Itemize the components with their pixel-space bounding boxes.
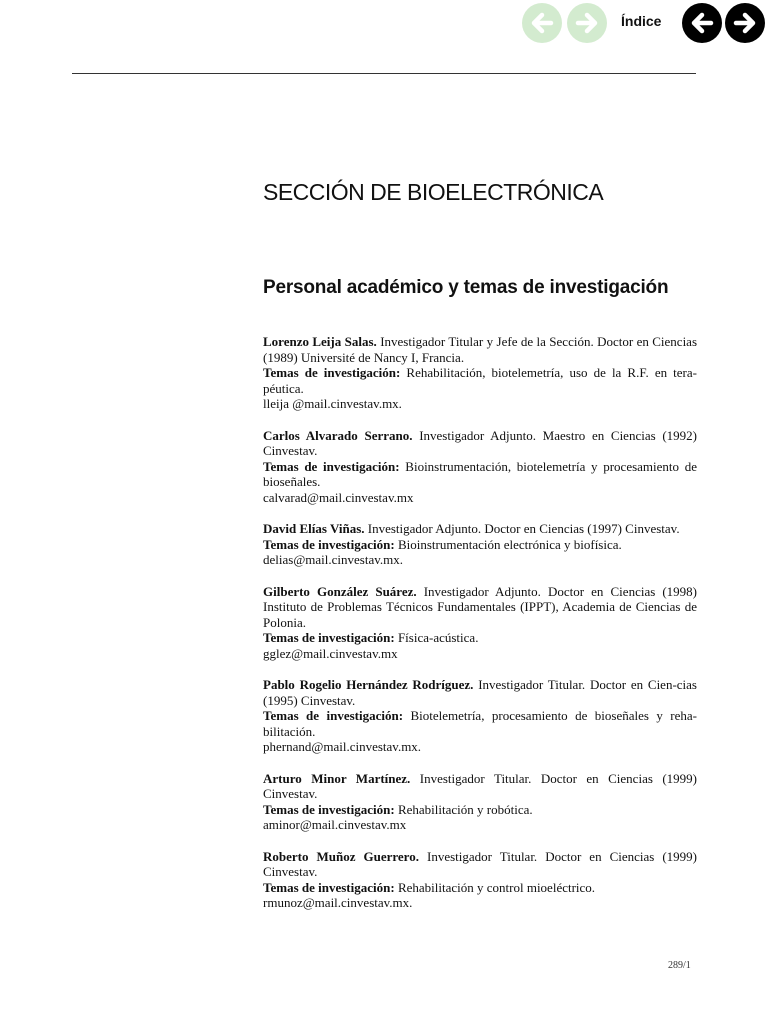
staff-email[interactable]: calvarad@mail.cinvestav.mx <box>263 489 414 505</box>
staff-email[interactable]: aminor@mail.cinvestav.mx <box>263 817 407 833</box>
staff-entry <box>263 677 697 755</box>
topics-label: Temas de investigación: <box>263 630 395 646</box>
staff-position: Investigador Titular. Doctor en Ciencias (1999) Cinvestav. <box>263 770 697 802</box>
topics-label: Temas de investigación: <box>263 879 395 895</box>
staff-list <box>263 334 697 927</box>
staff-email[interactable]: rmunoz@mail.cinvestav.mx. <box>263 895 413 911</box>
topics-label: Temas de investigación: <box>263 458 400 474</box>
arrow-right-icon <box>572 8 602 38</box>
staff-position: Investigador Titular. Doctor en Cien-cias (1995) Cinvestav. <box>263 677 697 708</box>
section-subtitle: Personal académico y temas de investigación <box>263 277 669 298</box>
staff-name: Gilberto González Suárez. <box>263 583 417 599</box>
arrow-right-icon <box>730 8 760 38</box>
staff-name: Carlos Alvarado Serrano. <box>263 427 413 443</box>
staff-topics: Rehabilitación, biotelemetría, uso de la R.F. en tera-péutica. <box>263 365 697 396</box>
staff-name: Arturo Minor Martínez. <box>263 770 411 786</box>
staff-entry <box>263 771 697 833</box>
staff-name: Lorenzo Leija Salas. <box>263 334 377 349</box>
staff-name: Pablo Rogelio Hernández Rodríguez. <box>263 677 474 693</box>
topics-label: Temas de investigación: <box>263 708 404 724</box>
next-page-button-light[interactable] <box>567 3 607 43</box>
staff-topics: Física-acústica. <box>397 630 479 646</box>
staff-position: Investigador Adjunto. Doctor en Ciencias (1998) Instituto de Problemas Técnicos Fundamentales (IPPT), Academia de Ciencias de Polonia. <box>263 583 698 630</box>
staff-email[interactable]: lleija @mail.cinvestav.mx. <box>263 396 402 412</box>
page-number: 289/1 <box>668 960 691 971</box>
arrow-left-icon <box>527 8 557 38</box>
staff-position: Investigador Adjunto. Doctor en Ciencias (1997) Cinvestav. <box>367 521 680 537</box>
topics-label: Temas de investigación: <box>263 536 395 552</box>
arrow-left-icon <box>687 8 717 38</box>
staff-entry <box>263 584 697 662</box>
staff-topics: Rehabilitación y robótica. <box>397 801 533 817</box>
staff-topics: Biotelemetría, procesamiento de bioseñales y reha-bilitación. <box>263 708 697 739</box>
staff-topics: Bioinstrumentación electrónica y biofísica. <box>397 536 622 552</box>
staff-email[interactable]: gglez@mail.cinvestav.mx <box>263 645 398 661</box>
staff-name: Roberto Muñoz Guerrero. <box>263 848 419 864</box>
next-page-button[interactable] <box>725 3 765 43</box>
staff-topics: Bioinstrumentación, biotelemetría y procesamiento de bioseñales. <box>263 458 697 490</box>
staff-entry <box>263 521 697 568</box>
staff-name: David Elías Viñas. <box>263 521 365 537</box>
staff-entry <box>263 334 697 412</box>
staff-position: Investigador Adjunto. Maestro en Ciencias (1992) Cinvestav. <box>263 427 698 459</box>
staff-position: Investigador Titular y Jefe de la Sección. Doctor en Ciencias (1989) Université de Nancy I, Francia. <box>263 334 698 365</box>
index-link[interactable]: Índice <box>621 13 662 29</box>
staff-entry <box>263 428 697 506</box>
topics-label: Temas de investigación: <box>263 801 395 817</box>
staff-entry <box>263 849 697 911</box>
topics-label: Temas de investigación: <box>263 365 401 381</box>
staff-email[interactable]: delias@mail.cinvestav.mx. <box>263 552 404 568</box>
header-divider <box>72 73 696 74</box>
section-title: SECCIÓN DE BIOELECTRÓNICA <box>263 179 604 205</box>
previous-page-button-light[interactable] <box>522 3 562 43</box>
previous-page-button[interactable] <box>682 3 722 43</box>
staff-topics: Rehabilitación y control mioeléctrico. <box>397 879 596 895</box>
staff-email[interactable]: phernand@mail.cinvestav.mx. <box>263 739 422 755</box>
staff-position: Investigador Titular. Doctor en Ciencias (1999) Cinvestav. <box>263 848 697 880</box>
